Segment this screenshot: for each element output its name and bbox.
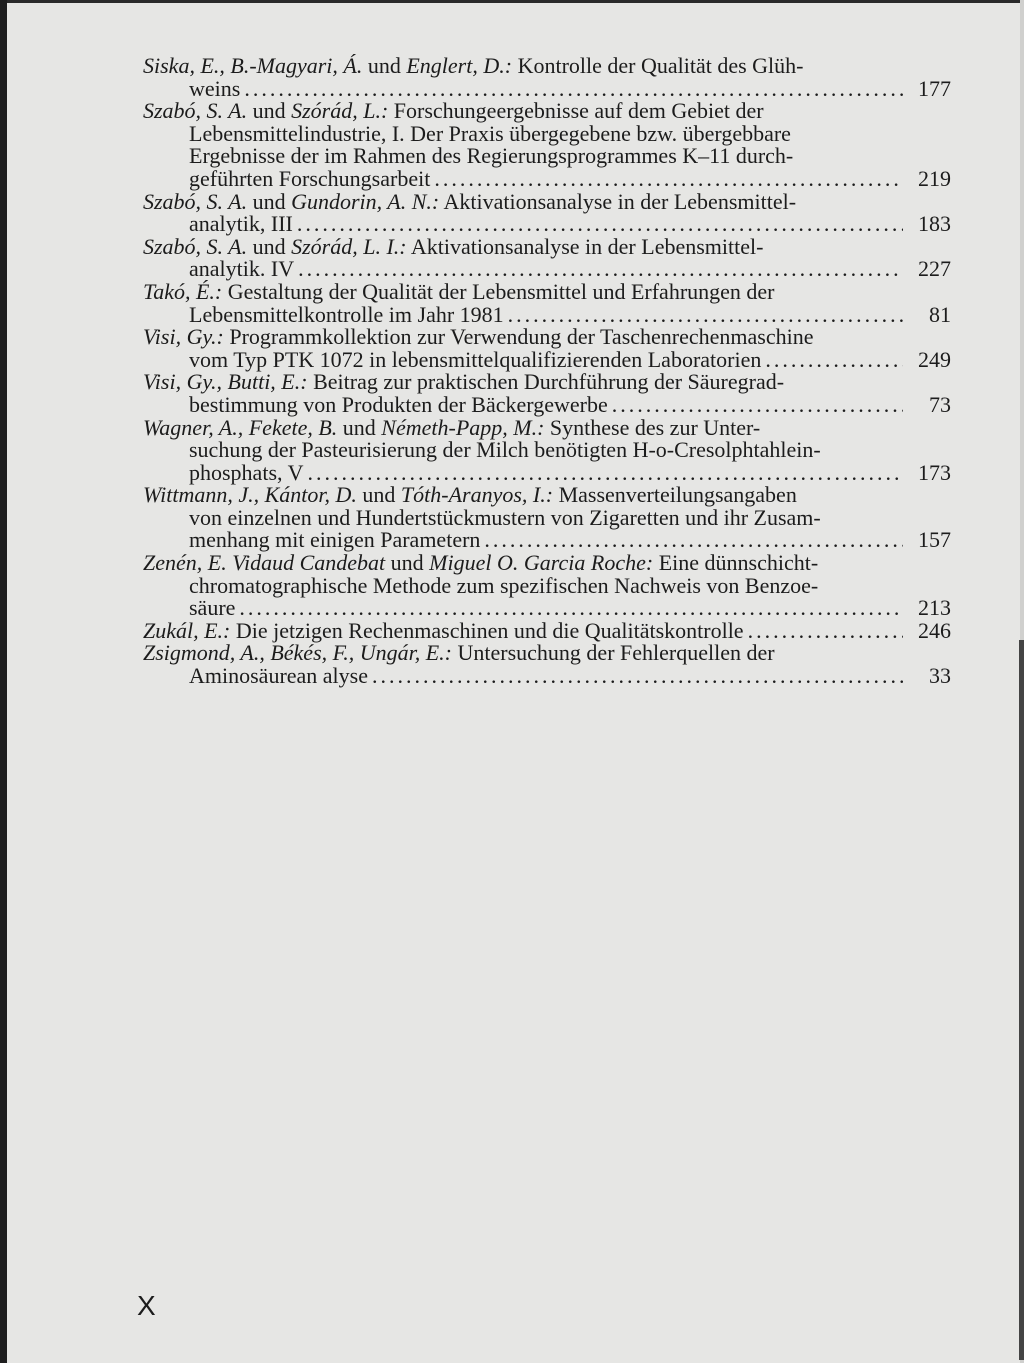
entry-first-line	[143, 55, 951, 78]
entry-coauthors: Szórád, L.:	[291, 98, 389, 124]
entry-title-start: Massenverteilungsangaben	[558, 482, 797, 508]
page-right-shadow	[1019, 640, 1024, 1360]
page-folio: X	[137, 1290, 156, 1321]
entry-title-start: Forschungeergebnisse auf dem Gebiet der	[393, 98, 764, 124]
entry-page-number: 246	[918, 617, 951, 643]
entry-title-start: Untersuchung der Fehlerquellen der	[457, 640, 775, 666]
dot-leader	[748, 620, 903, 643]
entry-title-start: Programmkollektion zur Verwendung der Taschenrechenmaschine	[229, 324, 814, 350]
entry-authors: Siska, E., B.-Magyari, Á.	[143, 53, 363, 78]
entry-page-number: 173	[918, 459, 951, 485]
entry-title-start: Eine dünnschicht-	[658, 550, 819, 576]
entry-title-start: Aktivationsanalyse in der Lebensmittel-	[410, 233, 764, 259]
entry-last-line	[143, 665, 951, 688]
entry-authors: Wittmann, J., Kántor, D.	[143, 482, 357, 508]
entry-title-end: menhang mit einigen Parametern	[189, 527, 481, 553]
entry-coauthors: Szórád, L. I.:	[291, 233, 407, 259]
entry-first-line	[143, 371, 951, 394]
entry-title-end: weins	[189, 75, 241, 101]
entry-connector: und	[367, 53, 401, 78]
entry-title-end: geführten Forschungsarbeit	[189, 165, 431, 191]
entry-authors: Visi, Gy.:	[143, 324, 224, 350]
index-entry	[143, 617, 951, 643]
entry-title-start: Aktivationsanalyse in der Lebensmittel-	[443, 188, 797, 214]
entry-connector: und	[252, 188, 286, 214]
entry-coauthors: Gundorin, A. N.:	[291, 188, 440, 214]
entry-page-number: 73	[929, 391, 951, 417]
entry-authors: Szabó, S. A.	[143, 233, 248, 259]
entry-authors: Szabó, S. A.	[143, 188, 248, 214]
entry-title-end: Aminosäurean alyse	[189, 663, 368, 689]
entry-coauthors: Tóth-Aranyos, I.:	[400, 482, 554, 508]
entry-authors: Takó, É.:	[143, 278, 223, 304]
dot-leader	[308, 462, 904, 485]
entry-title-end: Lebensmittelkontrolle im Jahr 1981	[189, 301, 504, 327]
entry-title-end: analytik. IV	[189, 256, 295, 282]
entry-continuation-line: Ergebnisse der im Rahmen des Regierungsprogrammes K–11 durch-	[189, 143, 794, 169]
entry-connector: und	[252, 233, 286, 259]
entry-first-line	[143, 484, 951, 507]
entry-title-line	[143, 617, 951, 643]
entry-page-number: 157	[918, 527, 951, 553]
index-entry	[143, 188, 951, 237]
page-left-edge	[0, 0, 7, 1363]
entry-title-end: phosphats, V	[189, 459, 304, 485]
entry-authors: Zsigmond, A., Békés, F., Ungár, E.:	[143, 640, 453, 666]
entry-last-line	[143, 391, 951, 417]
entry-continuation-line: chromatographische Methode zum spezifischen Nachweis von Benzoe-	[189, 572, 819, 598]
entry-authors: Visi, Gy., Butti, E.:	[143, 369, 308, 395]
entry-connector: und	[390, 550, 424, 576]
entry-authors: Zukál, E.:	[143, 617, 231, 643]
entry-first-line	[143, 642, 951, 665]
entry-authors: Zenén, E. Vidaud Candebat	[143, 550, 386, 576]
entry-title-end: analytik, III	[189, 211, 293, 237]
index-entry	[143, 278, 951, 327]
page-top-edge	[0, 0, 1024, 3]
entry-page-number: 219	[918, 165, 951, 191]
entry-page-number: 227	[918, 256, 951, 282]
entry-connector: und	[342, 414, 376, 440]
dot-leader	[612, 394, 903, 417]
index-entry	[143, 55, 951, 100]
index-entry	[143, 100, 951, 190]
entry-first-line	[143, 414, 951, 440]
entry-coauthors: Németh-Papp, M.:	[381, 414, 545, 440]
entry-page-number: 249	[918, 346, 951, 372]
entry-first-line	[143, 233, 951, 259]
entry-last-line	[143, 75, 951, 101]
entry-page-number: 33	[929, 663, 951, 689]
dot-leader	[508, 304, 903, 327]
author-index-list	[143, 55, 951, 688]
entry-page-number: 81	[929, 301, 951, 327]
entry-last-line	[143, 346, 951, 372]
entry-first-line	[143, 188, 951, 214]
index-entry	[143, 642, 951, 687]
dot-leader	[297, 213, 903, 236]
entry-coauthors: Englert, D.:	[406, 53, 513, 78]
dot-leader	[434, 168, 903, 191]
entry-last-line	[143, 165, 951, 191]
index-entry	[143, 414, 951, 485]
index-entry	[143, 233, 951, 282]
index-entry	[143, 552, 951, 620]
entry-last-line	[143, 258, 951, 281]
entry-continuation-line: von einzelnen und Hundertstückmustern von Zigaretten und ihr Zusam-	[189, 504, 821, 530]
entry-title: Die jetzigen Rechenmaschinen und die Qualitätskontrolle	[235, 617, 744, 643]
dot-leader	[765, 349, 903, 372]
entry-connector: und	[252, 98, 286, 124]
entry-first-line	[143, 326, 951, 349]
entry-page-number: 183	[918, 211, 951, 237]
entry-last-line	[143, 597, 951, 620]
entry-title-end: bestimmung von Produkten der Bäckergewerbe	[189, 391, 608, 417]
entry-last-line	[143, 529, 951, 552]
dot-leader	[484, 529, 903, 552]
index-entry	[143, 484, 951, 552]
entry-first-line	[143, 552, 951, 575]
entry-last-line	[143, 459, 951, 485]
dot-leader	[244, 78, 903, 101]
entry-first-line	[143, 100, 951, 123]
entry-last-line	[143, 301, 951, 327]
entry-page-number: 177	[918, 75, 951, 101]
entry-first-line	[143, 278, 951, 304]
entry-title-end: vom Typ PTK 1072 in lebensmittelqualifizierenden Laboratorien	[189, 346, 762, 372]
entry-page-number: 213	[918, 595, 951, 621]
entry-authors: Wagner, A., Fekete, B.	[143, 414, 338, 440]
entry-title-start: Kontrolle der Qualität des Glüh-	[517, 53, 804, 78]
entry-authors: Szabó, S. A.	[143, 98, 248, 124]
index-entry	[143, 326, 951, 371]
dot-leader	[372, 665, 903, 688]
entry-connector: und	[362, 482, 396, 508]
dot-leader	[239, 597, 903, 620]
entry-coauthors: Miguel O. Garcia Roche:	[429, 550, 654, 576]
entry-title-end: säure	[189, 595, 236, 621]
entry-title-start: Gestaltung der Qualität der Lebensmittel und Erfahrungen der	[227, 278, 775, 304]
dot-leader	[298, 258, 903, 281]
index-entry	[143, 371, 951, 416]
entry-title-start: Beitrag zur praktischen Durchführung der Säuregrad-	[313, 369, 785, 395]
entry-continuation-line: suchung der Pasteurisierung der Milch benötigten H-o-Cresolphtahlein-	[189, 437, 821, 463]
entry-last-line	[143, 213, 951, 236]
entry-title-start: Synthese des zur Unter-	[549, 414, 761, 440]
entry-continuation-line: Lebensmittelindustrie, I. Der Praxis übergegebene bzw. übergebbare	[189, 120, 791, 146]
